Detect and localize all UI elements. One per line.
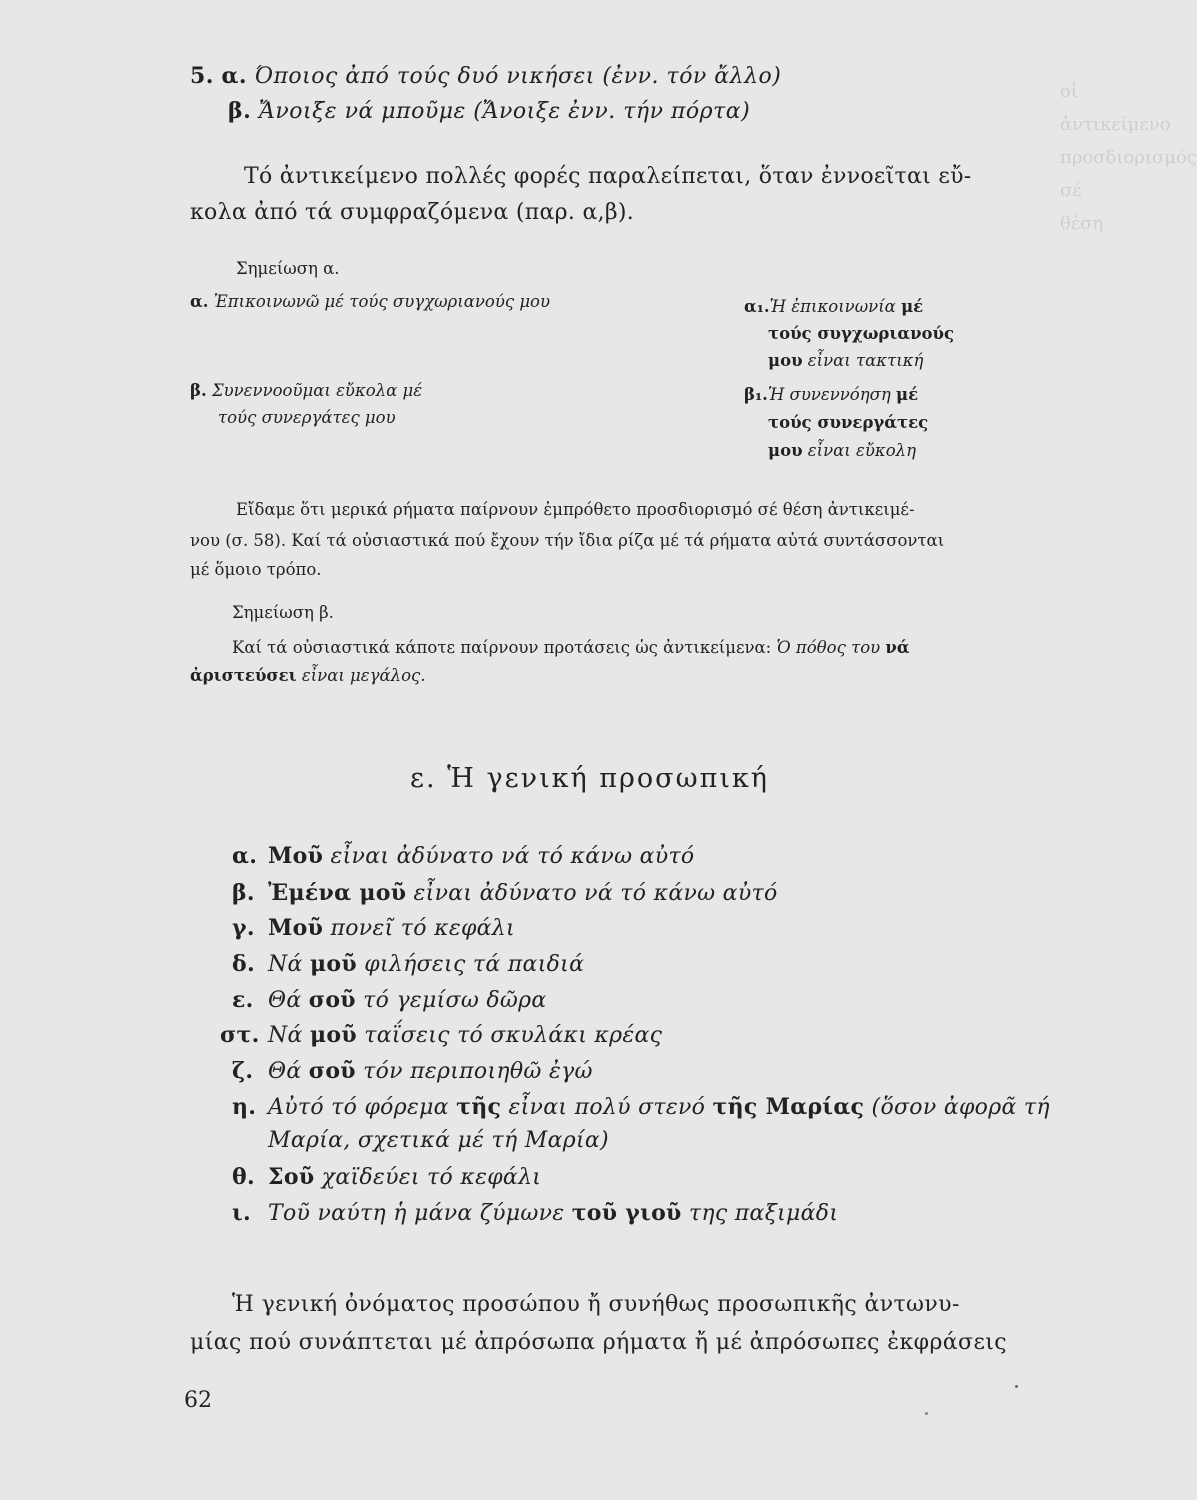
note-b-line-1: Καί τά οὐσιαστικά κάποτε παίρνουν προτάσεις ὡς ἀντικείμενα: Ὁ πόθος του νά <box>232 638 910 657</box>
section-heading: ε. Ἡ γενική προσωπική <box>410 763 769 794</box>
example-row: ε. Θά σοῦ τό γεμίσω δῶρα <box>232 987 547 1013</box>
item5-b-text: Ἄνοιξε νά μποῦμε (Ἄνοιξε ἐνν. τήν πόρτα) <box>258 99 751 124</box>
note-a-left-b-line2: τούς συνεργάτες μου <box>218 408 396 427</box>
example-row: θ. Σοῦ χαϊδεύει τό κεφάλι <box>232 1164 542 1190</box>
page-number: 62 <box>184 1388 212 1413</box>
item5-a-label: α. <box>221 63 248 89</box>
speck <box>925 1412 928 1415</box>
para2-line-1: Εἴδαμε ὅτι μερικά ρήματα παίρνουν ἐμπρόθετο προσδιορισμό σέ θέση ἀντικειμέ- <box>236 500 915 519</box>
example-row-continuation: Μαρία, σχετικά μέ τή Μαρία) <box>268 1128 609 1153</box>
note-b-title: Σημείωση β. <box>232 603 334 622</box>
bleed-through: οἱ ἀντικείμενο προσδιορισμός σέ θέση <box>1060 81 1197 234</box>
example-row: δ. Νά μοῦ φιλήσεις τά παιδιά <box>232 951 585 977</box>
intro-line-1: Τό ἀντικείμενο πολλές φορές παραλείπεται, ὅταν ἐννοεῖται εὔ- <box>244 164 972 189</box>
note-a-right-a-line1: α₁.Ἡ ἐπικοινωνία μέ <box>744 297 924 316</box>
example-row: ζ. Θά σοῦ τόν περιποιηθῶ ἐγώ <box>232 1058 593 1084</box>
note-a-right-a-line3: μου εἶναι τακτική <box>768 351 924 370</box>
item5-line-a <box>190 63 781 89</box>
note-a-title: Σημείωση α. <box>236 259 340 278</box>
item5-b-label: β. <box>228 98 252 124</box>
example-row: β. Ἐμένα μοῦ εἶναι ἀδύνατο νά τό κάνω αὐτό <box>232 880 778 906</box>
example-row: α. Μοῦ εἶναι ἀδύνατο νά τό κάνω αὐτό <box>232 843 695 869</box>
note-a-right-b-line1: β₁.Ἡ συνεννόηση μέ <box>744 385 919 404</box>
intro-line-2: κολα ἀπό τά συμφραζόμενα (παρ. α,β). <box>190 200 635 225</box>
para2-line-2: νου (σ. 58). Καί τά οὐσιαστικά πού ἔχουν τήν ἴδια ρίζα μέ τά ρήματα αὐτά συντάσσονται <box>190 531 945 550</box>
bottom-para-line-1: Ἡ γενική ὀνόματος προσώπου ἤ συνήθως προσωπικῆς ἀντωνυ- <box>232 1292 960 1317</box>
note-a-right-a-line2: τούς συγχωριανούς <box>768 324 955 343</box>
example-row: στ. Νά μοῦ ταΐσεις τό σκυλάκι κρέας <box>220 1022 663 1048</box>
example-row: η. Αὐτό τό φόρεμα τῆς εἶναι πολύ στενό τῆς Μαρίας (ὅσον ἀφορᾶ τή <box>232 1094 1050 1120</box>
item5-a-text: Όποιος ἀπό τούς δυό νικήσει (ἐνν. τόν ἄλλο) <box>254 64 782 89</box>
note-a-right-b-line2: τούς συνεργάτες <box>768 413 929 432</box>
item-number: 5. <box>190 63 214 89</box>
example-row: ι. Τοῦ ναύτη ἡ μάνα ζύμωνε τοῦ γιοῦ της παξιμάδι <box>232 1200 839 1226</box>
note-b-line-2: ἀριστεύσει εἶναι μεγάλος. <box>190 666 426 685</box>
note-a-left-b-line1: β. Συνεννοοῦμαι εὔκολα μέ <box>190 381 423 400</box>
bottom-para-line-2: μίας πού συνάπτεται μέ ἀπρόσωπα ρήματα ἤ μέ ἀπρόσωπες ἐκφράσεις <box>190 1330 1007 1355</box>
para2-line-3: μέ ὅμοιο τρόπο. <box>190 560 322 579</box>
note-a-left-a: α. Ἐπικοινωνῶ μέ τούς συγχωριανούς μου <box>190 292 551 311</box>
item5-line-b <box>228 98 750 124</box>
example-row: γ. Μοῦ πονεῖ τό κεφάλι <box>232 915 515 941</box>
speck <box>1015 1385 1018 1388</box>
note-a-right-b-line3: μου εἶναι εὔκολη <box>768 441 916 460</box>
